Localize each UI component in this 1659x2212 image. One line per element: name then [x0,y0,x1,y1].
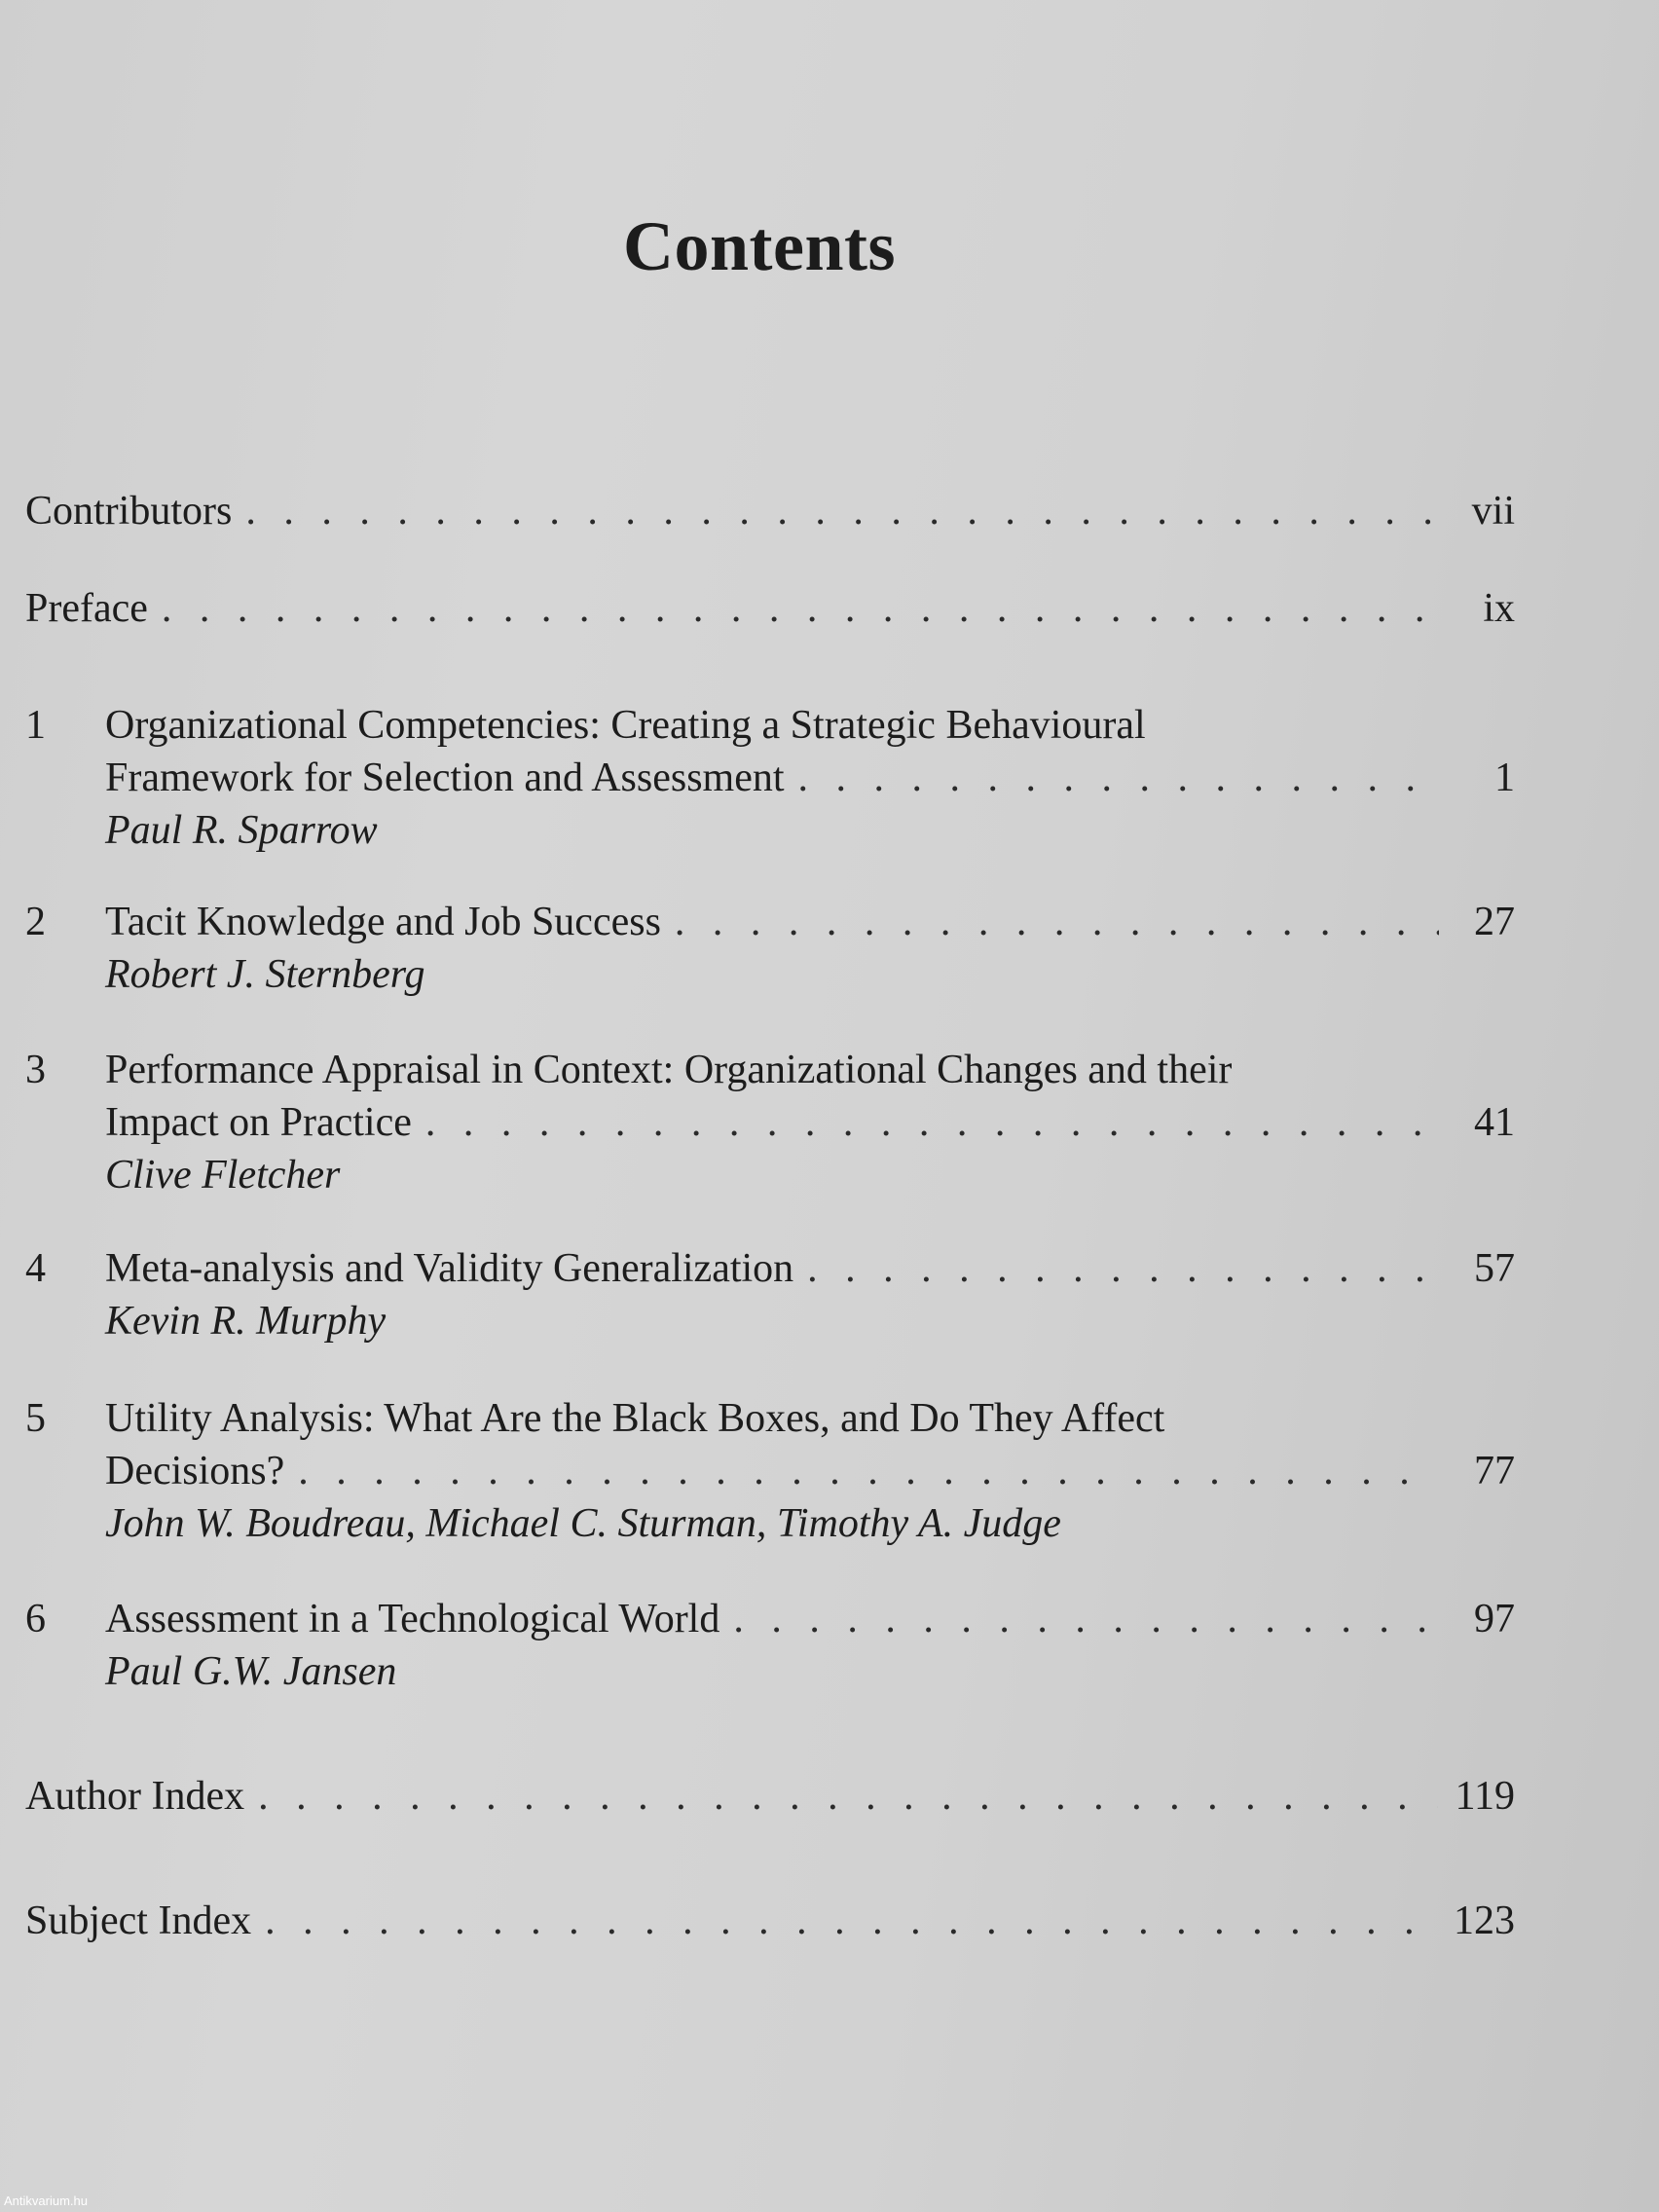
chapter-title-line2: Decisions? [105,1449,285,1493]
toc-page-number: 57 [1474,1246,1515,1291]
toc-entry-subject-index[interactable] [25,1895,1515,1947]
toc-entry-chapter-1[interactable] [25,699,1515,857]
toc-page-number: 119 [1455,1774,1515,1819]
chapter-title-line1: Performance Appraisal in Context: Organizational Changes and their [105,1048,1233,1092]
chapter-author: Clive Fletcher [105,1153,341,1198]
chapter-number: 3 [25,1048,46,1092]
chapter-author: Paul G.W. Jansen [105,1649,397,1694]
dot-leader [807,1242,1439,1295]
toc-page-number: 27 [1474,900,1515,944]
toc-entry-chapter-6[interactable] [25,1593,1515,1698]
toc-entry-preface[interactable] [25,582,1515,635]
chapter-number: 2 [25,900,46,944]
chapter-author: John W. Boudreau, Michael C. Sturman, Timothy A. Judge [105,1501,1061,1546]
toc-entry-chapter-4[interactable] [25,1242,1515,1347]
toc-entry-author-index[interactable] [25,1770,1515,1823]
chapter-title-line1: Organizational Competencies: Creating a Strategic Behavioural [105,703,1146,748]
chapter-title-line1: Tacit Knowledge and Job Success [105,900,661,944]
toc-page-number: 1 [1494,756,1515,800]
toc-entry-chapter-2[interactable] [25,896,1515,1001]
toc-entry-contributors[interactable] [25,485,1515,537]
toc-entry-chapter-5[interactable] [25,1392,1515,1550]
chapter-number: 6 [25,1597,46,1641]
dot-leader [245,485,1439,537]
dot-leader [675,896,1439,948]
dot-leader [162,582,1439,635]
chapter-title-line2: Framework for Selection and Assessment [105,756,785,800]
dot-leader [798,752,1439,804]
chapter-author: Kevin R. Murphy [105,1299,387,1344]
toc-entry-label: Author Index [25,1774,245,1819]
toc-entry-chapter-3[interactable] [25,1044,1515,1201]
dot-leader [258,1770,1437,1823]
dot-leader [425,1096,1439,1149]
dot-leader [265,1895,1436,1947]
dot-leader [298,1445,1439,1497]
toc-page-number: ix [1483,586,1515,631]
toc-entry-label: Subject Index [25,1899,252,1943]
chapter-title-line1: Meta-analysis and Validity Generalization [105,1246,794,1291]
chapter-number: 5 [25,1396,46,1441]
chapter-author: Paul R. Sparrow [105,808,378,853]
toc-page-number: 77 [1474,1449,1515,1493]
chapter-title-line1: Assessment in a Technological World [105,1597,720,1641]
chapter-title-line2: Impact on Practice [105,1100,412,1145]
chapter-author: Robert J. Sternberg [105,952,425,997]
toc-page-number: 41 [1474,1100,1515,1145]
toc-page-number: 97 [1474,1597,1515,1641]
toc-page-number: vii [1471,489,1515,534]
dot-leader [733,1593,1439,1645]
chapter-number: 4 [25,1246,46,1291]
toc-entry-label: Contributors [25,489,233,534]
toc-entry-label: Preface [25,586,148,631]
chapter-number: 1 [25,703,46,748]
watermark: Antikvarium.hu [4,2194,88,2208]
toc-page-number: 123 [1454,1899,1515,1943]
chapter-title-line1: Utility Analysis: What Are the Black Boxes, and Do They Affect [105,1396,1165,1441]
page-title: Contents [622,207,896,285]
